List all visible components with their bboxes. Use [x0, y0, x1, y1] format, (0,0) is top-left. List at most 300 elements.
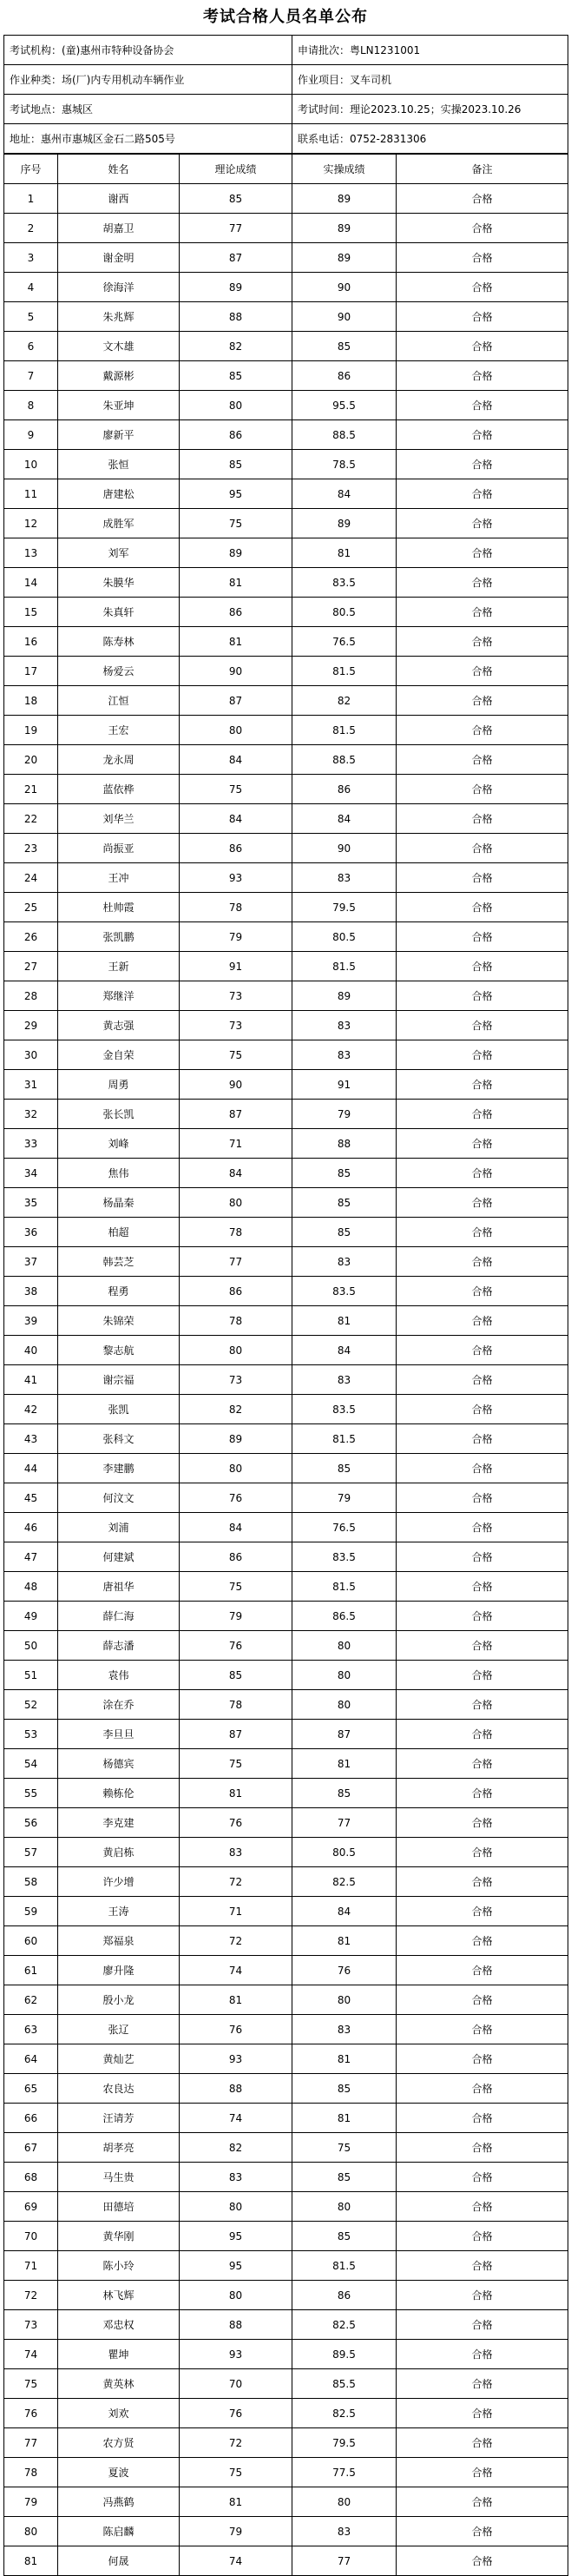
- theory-score: 89: [180, 273, 292, 302]
- theory-score: 77: [180, 1247, 292, 1277]
- theory-score: 74: [180, 2546, 292, 2576]
- practical-score: 81.5: [292, 1424, 397, 1454]
- practical-score: 81.5: [292, 2251, 397, 2281]
- remark: 合格: [397, 981, 568, 1011]
- remark: 合格: [397, 1070, 568, 1100]
- theory-score: 82: [180, 2133, 292, 2163]
- theory-score: 80: [180, 1336, 292, 1365]
- row-index: 6: [4, 332, 58, 361]
- results-body: [4, 155, 568, 2576]
- row-index: 74: [4, 2340, 58, 2369]
- remark: 合格: [397, 1100, 568, 1129]
- theory-score: 86: [180, 420, 292, 450]
- practical-score: 87: [292, 1720, 397, 1749]
- table-row: [4, 2222, 568, 2251]
- theory-score: 81: [180, 1985, 292, 2015]
- practical-score: 84: [292, 804, 397, 834]
- practical-score: 81: [292, 2044, 397, 2074]
- row-index: 16: [4, 627, 58, 657]
- remark: 合格: [397, 1897, 568, 1926]
- remark: 合格: [397, 2340, 568, 2369]
- exam-batch: 申请批次：粤LN1231001: [292, 36, 568, 65]
- table-row: [4, 2281, 568, 2310]
- person-name: 杨爱云: [58, 657, 180, 686]
- practical-score: 80.5: [292, 598, 397, 627]
- table-row: [4, 1247, 568, 1277]
- table-row: [4, 2133, 568, 2163]
- row-index: 42: [4, 1395, 58, 1424]
- header-remark: 备注: [397, 155, 568, 184]
- table-row: [4, 1897, 568, 1926]
- table-row: [4, 1100, 568, 1129]
- person-name: 张恒: [58, 450, 180, 479]
- page-title: 考试合格人员名单公布: [203, 8, 368, 26]
- row-index: 14: [4, 568, 58, 598]
- person-name: 张辽: [58, 2015, 180, 2044]
- table-header-row: [4, 155, 568, 184]
- practical-score: 81: [292, 1749, 397, 1779]
- table-row: [4, 863, 568, 893]
- row-index: 39: [4, 1306, 58, 1336]
- person-name: 杨德宾: [58, 1749, 180, 1779]
- remark: 合格: [397, 2133, 568, 2163]
- remark: 合格: [397, 627, 568, 657]
- theory-score: 76: [180, 1808, 292, 1838]
- theory-score: 71: [180, 1129, 292, 1159]
- row-index: 1: [4, 184, 58, 214]
- row-index: 7: [4, 361, 58, 391]
- remark: 合格: [397, 1454, 568, 1483]
- practical-score: 89: [292, 243, 397, 273]
- remark: 合格: [397, 1424, 568, 1454]
- row-index: 58: [4, 1867, 58, 1897]
- remark: 合格: [397, 1218, 568, 1247]
- info-row: [4, 65, 568, 95]
- remark: 合格: [397, 1306, 568, 1336]
- practical-score: 84: [292, 1897, 397, 1926]
- theory-score: 78: [180, 1690, 292, 1720]
- remark: 合格: [397, 1513, 568, 1542]
- practical-score: 81: [292, 538, 397, 568]
- person-name: 张长凯: [58, 1100, 180, 1129]
- practical-score: 79: [292, 1100, 397, 1129]
- row-index: 17: [4, 657, 58, 686]
- remark: 合格: [397, 1661, 568, 1690]
- practical-score: 82: [292, 686, 397, 716]
- practical-score: 83: [292, 863, 397, 893]
- row-index: 50: [4, 1631, 58, 1661]
- row-index: 20: [4, 745, 58, 775]
- row-index: 76: [4, 2399, 58, 2428]
- row-index: 37: [4, 1247, 58, 1277]
- practical-score: 80.5: [292, 922, 397, 952]
- row-index: 19: [4, 716, 58, 745]
- row-index: 45: [4, 1483, 58, 1513]
- person-name: 何建斌: [58, 1542, 180, 1572]
- work-type: 作业种类：场(厂)内专用机动车辆作业: [4, 65, 292, 95]
- row-index: 52: [4, 1690, 58, 1720]
- person-name: 谢西: [58, 184, 180, 214]
- row-index: 79: [4, 2487, 58, 2517]
- theory-score: 83: [180, 2163, 292, 2192]
- row-index: 61: [4, 1956, 58, 1985]
- practical-score: 89: [292, 509, 397, 538]
- info-row: [4, 124, 568, 154]
- person-name: 朱膜华: [58, 568, 180, 598]
- person-name: 黎志航: [58, 1336, 180, 1365]
- person-name: 薛志潘: [58, 1631, 180, 1661]
- remark: 合格: [397, 804, 568, 834]
- theory-score: 74: [180, 1956, 292, 1985]
- table-row: [4, 302, 568, 332]
- table-row: [4, 2163, 568, 2192]
- theory-score: 76: [180, 2015, 292, 2044]
- person-name: 朱兆辉: [58, 302, 180, 332]
- row-index: 12: [4, 509, 58, 538]
- remark: 合格: [397, 1926, 568, 1956]
- practical-score: 88: [292, 1129, 397, 1159]
- table-row: [4, 1690, 568, 1720]
- theory-score: 87: [180, 243, 292, 273]
- remark: 合格: [397, 2044, 568, 2074]
- person-name: 黄英林: [58, 2369, 180, 2399]
- remark: 合格: [397, 598, 568, 627]
- table-row: [4, 1011, 568, 1040]
- practical-score: 81.5: [292, 716, 397, 745]
- practical-score: 88.5: [292, 745, 397, 775]
- remark: 合格: [397, 1129, 568, 1159]
- address: 地址：惠州市惠城区金石二路505号: [4, 124, 292, 154]
- theory-score: 95: [180, 2222, 292, 2251]
- theory-score: 87: [180, 1720, 292, 1749]
- row-index: 11: [4, 479, 58, 509]
- remark: 合格: [397, 1690, 568, 1720]
- exam-org: 考试机构：(童)惠州市特种设备协会: [4, 36, 292, 65]
- practical-score: 79.5: [292, 893, 397, 922]
- row-index: 21: [4, 775, 58, 804]
- person-name: 胡嘉卫: [58, 214, 180, 243]
- person-name: 邓忠权: [58, 2310, 180, 2340]
- info-row: [4, 95, 568, 124]
- table-row: [4, 1218, 568, 1247]
- table-row: [4, 1277, 568, 1306]
- row-index: 73: [4, 2310, 58, 2340]
- practical-score: 89: [292, 214, 397, 243]
- row-index: 26: [4, 922, 58, 952]
- table-row: [4, 1483, 568, 1513]
- practical-score: 80: [292, 2192, 397, 2222]
- person-name: 林飞辉: [58, 2281, 180, 2310]
- remark: 合格: [397, 450, 568, 479]
- table-row: [4, 2458, 568, 2487]
- row-index: 35: [4, 1188, 58, 1218]
- person-name: 刘军: [58, 538, 180, 568]
- theory-score: 73: [180, 981, 292, 1011]
- row-index: 71: [4, 2251, 58, 2281]
- person-name: 刘浦: [58, 1513, 180, 1542]
- person-name: 蓝依桦: [58, 775, 180, 804]
- remark: 合格: [397, 538, 568, 568]
- person-name: 黄志强: [58, 1011, 180, 1040]
- person-name: 李建鹏: [58, 1454, 180, 1483]
- remark: 合格: [397, 214, 568, 243]
- remark: 合格: [397, 657, 568, 686]
- remark: 合格: [397, 2222, 568, 2251]
- theory-score: 84: [180, 1159, 292, 1188]
- table-row: [4, 1749, 568, 1779]
- row-index: 32: [4, 1100, 58, 1129]
- remark: 合格: [397, 420, 568, 450]
- theory-score: 77: [180, 214, 292, 243]
- theory-score: 73: [180, 1011, 292, 1040]
- theory-score: 89: [180, 538, 292, 568]
- remark: 合格: [397, 509, 568, 538]
- theory-score: 85: [180, 1661, 292, 1690]
- table-row: [4, 568, 568, 598]
- practical-score: 85.5: [292, 2369, 397, 2399]
- person-name: 谢金明: [58, 243, 180, 273]
- row-index: 8: [4, 391, 58, 420]
- theory-score: 88: [180, 302, 292, 332]
- row-index: 68: [4, 2163, 58, 2192]
- row-index: 2: [4, 214, 58, 243]
- table-row: [4, 1424, 568, 1454]
- theory-score: 80: [180, 2281, 292, 2310]
- theory-score: 83: [180, 1838, 292, 1867]
- row-index: 70: [4, 2222, 58, 2251]
- row-index: 72: [4, 2281, 58, 2310]
- person-name: 张凯: [58, 1395, 180, 1424]
- person-name: 文木雄: [58, 332, 180, 361]
- remark: 合格: [397, 2458, 568, 2487]
- remark: 合格: [397, 834, 568, 863]
- practical-score: 80.5: [292, 1838, 397, 1867]
- practical-score: 83: [292, 1040, 397, 1070]
- theory-score: 95: [180, 479, 292, 509]
- person-name: 朱真轩: [58, 598, 180, 627]
- remark: 合格: [397, 243, 568, 273]
- table-row: [4, 952, 568, 981]
- remark: 合格: [397, 1188, 568, 1218]
- practical-score: 80: [292, 1631, 397, 1661]
- person-name: 徐海洋: [58, 273, 180, 302]
- remark: 合格: [397, 1040, 568, 1070]
- row-index: 55: [4, 1779, 58, 1808]
- theory-score: 72: [180, 2428, 292, 2458]
- remark: 合格: [397, 1011, 568, 1040]
- practical-score: 85: [292, 2074, 397, 2104]
- table-row: [4, 2192, 568, 2222]
- row-index: 80: [4, 2517, 58, 2546]
- remark: 合格: [397, 1395, 568, 1424]
- person-name: 黄启栋: [58, 1838, 180, 1867]
- table-row: [4, 538, 568, 568]
- theory-score: 75: [180, 1572, 292, 1602]
- remark: 合格: [397, 1631, 568, 1661]
- table-row: [4, 981, 568, 1011]
- theory-score: 82: [180, 1395, 292, 1424]
- table-row: [4, 273, 568, 302]
- practical-score: 82.5: [292, 1867, 397, 1897]
- remark: 合格: [397, 184, 568, 214]
- remark: 合格: [397, 716, 568, 745]
- person-name: 李旦旦: [58, 1720, 180, 1749]
- row-index: 13: [4, 538, 58, 568]
- person-name: 胡孝亮: [58, 2133, 180, 2163]
- table-row: [4, 1306, 568, 1336]
- theory-score: 81: [180, 568, 292, 598]
- remark: 合格: [397, 686, 568, 716]
- practical-score: 81: [292, 1926, 397, 1956]
- row-index: 27: [4, 952, 58, 981]
- person-name: 王冲: [58, 863, 180, 893]
- person-name: 江恒: [58, 686, 180, 716]
- person-name: 何晟: [58, 2546, 180, 2576]
- theory-score: 87: [180, 686, 292, 716]
- row-index: 67: [4, 2133, 58, 2163]
- theory-score: 84: [180, 804, 292, 834]
- person-name: 杨晶秦: [58, 1188, 180, 1218]
- practical-score: 80: [292, 1661, 397, 1690]
- table-row: [4, 1572, 568, 1602]
- table-row: [4, 716, 568, 745]
- remark: 合格: [397, 775, 568, 804]
- table-row: [4, 361, 568, 391]
- remark: 合格: [397, 2104, 568, 2133]
- theory-score: 72: [180, 1926, 292, 1956]
- theory-score: 89: [180, 1424, 292, 1454]
- theory-score: 75: [180, 1040, 292, 1070]
- table-row: [4, 1336, 568, 1365]
- row-index: 30: [4, 1040, 58, 1070]
- practical-score: 80: [292, 1690, 397, 1720]
- person-name: 王宏: [58, 716, 180, 745]
- practical-score: 76.5: [292, 1513, 397, 1542]
- person-name: 尚振亚: [58, 834, 180, 863]
- remark: 合格: [397, 2428, 568, 2458]
- table-row: [4, 1985, 568, 2015]
- person-name: 金自荣: [58, 1040, 180, 1070]
- practical-score: 86: [292, 775, 397, 804]
- header-theory-score: 理论成绩: [180, 155, 292, 184]
- table-row: [4, 243, 568, 273]
- table-row: [4, 2517, 568, 2546]
- remark: 合格: [397, 332, 568, 361]
- practical-score: 86: [292, 361, 397, 391]
- remark: 合格: [397, 1336, 568, 1365]
- row-index: 33: [4, 1129, 58, 1159]
- table-row: [4, 1040, 568, 1070]
- remark: 合格: [397, 1572, 568, 1602]
- table-row: [4, 804, 568, 834]
- table-row: [4, 1395, 568, 1424]
- row-index: 48: [4, 1572, 58, 1602]
- remark: 合格: [397, 952, 568, 981]
- row-index: 24: [4, 863, 58, 893]
- table-row: [4, 2310, 568, 2340]
- theory-score: 74: [180, 2104, 292, 2133]
- row-index: 57: [4, 1838, 58, 1867]
- theory-score: 86: [180, 1542, 292, 1572]
- table-row: [4, 509, 568, 538]
- row-index: 63: [4, 2015, 58, 2044]
- remark: 合格: [397, 2546, 568, 2576]
- remark: 合格: [397, 2517, 568, 2546]
- remark: 合格: [397, 1956, 568, 1985]
- row-index: 44: [4, 1454, 58, 1483]
- table-row: [4, 2251, 568, 2281]
- theory-score: 79: [180, 2517, 292, 2546]
- table-row: [4, 450, 568, 479]
- remark: 合格: [397, 1602, 568, 1631]
- row-index: 40: [4, 1336, 58, 1365]
- row-index: 10: [4, 450, 58, 479]
- person-name: 陈寿林: [58, 627, 180, 657]
- theory-score: 81: [180, 1779, 292, 1808]
- remark: 合格: [397, 1838, 568, 1867]
- table-row: [4, 686, 568, 716]
- table-row: [4, 922, 568, 952]
- practical-score: 90: [292, 302, 397, 332]
- row-index: 51: [4, 1661, 58, 1690]
- practical-score: 86.5: [292, 1602, 397, 1631]
- theory-score: 75: [180, 1749, 292, 1779]
- table-row: [4, 2074, 568, 2104]
- row-index: 54: [4, 1749, 58, 1779]
- person-name: 郑福泉: [58, 1926, 180, 1956]
- person-name: 韩芸芝: [58, 1247, 180, 1277]
- theory-score: 80: [180, 716, 292, 745]
- table-row: [4, 893, 568, 922]
- row-index: 15: [4, 598, 58, 627]
- table-row: [4, 1926, 568, 1956]
- theory-score: 84: [180, 1513, 292, 1542]
- row-index: 43: [4, 1424, 58, 1454]
- row-index: 77: [4, 2428, 58, 2458]
- table-row: [4, 1808, 568, 1838]
- contact-phone: 联系电话：0752-2831306: [292, 124, 568, 154]
- practical-score: 88.5: [292, 420, 397, 450]
- table-row: [4, 2369, 568, 2399]
- practical-score: 82.5: [292, 2310, 397, 2340]
- practical-score: 84: [292, 479, 397, 509]
- remark: 合格: [397, 2251, 568, 2281]
- remark: 合格: [397, 2310, 568, 2340]
- remark: 合格: [397, 361, 568, 391]
- theory-score: 90: [180, 1070, 292, 1100]
- theory-score: 80: [180, 1188, 292, 1218]
- row-index: 22: [4, 804, 58, 834]
- table-row: [4, 627, 568, 657]
- remark: 合格: [397, 2163, 568, 2192]
- row-index: 23: [4, 834, 58, 863]
- exam-location: 考试地点：惠城区: [4, 95, 292, 124]
- row-index: 31: [4, 1070, 58, 1100]
- person-name: 柏超: [58, 1218, 180, 1247]
- person-name: 王新: [58, 952, 180, 981]
- header-name: 姓名: [58, 155, 180, 184]
- practical-score: 89: [292, 184, 397, 214]
- table-row: [4, 214, 568, 243]
- practical-score: 83: [292, 2517, 397, 2546]
- table-row: [4, 2428, 568, 2458]
- practical-score: 89: [292, 981, 397, 1011]
- person-name: 陈小玲: [58, 2251, 180, 2281]
- row-index: 66: [4, 2104, 58, 2133]
- row-index: 59: [4, 1897, 58, 1926]
- table-row: [4, 2546, 568, 2576]
- row-index: 29: [4, 1011, 58, 1040]
